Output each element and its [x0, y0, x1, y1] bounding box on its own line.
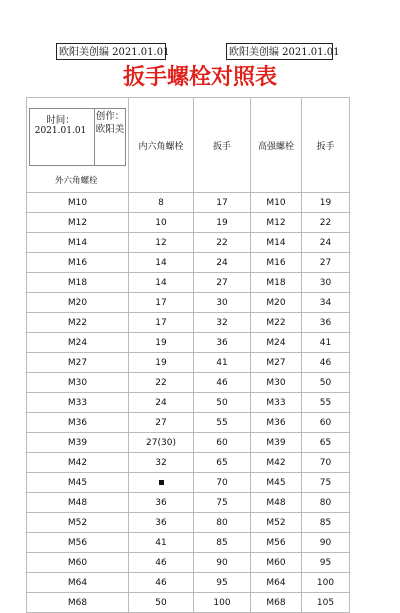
- cell-hex-inner-wrench: 27: [129, 413, 194, 433]
- cell-high-strength-size: M48: [251, 493, 302, 513]
- wrench-bolt-table: [26, 97, 350, 613]
- cell-high-strength-size: M60: [251, 553, 302, 573]
- table-row: [27, 493, 350, 513]
- cell-hex-inner-wrench: 50: [129, 593, 194, 613]
- cell-hex-outer-size: M60: [27, 553, 129, 573]
- cell-hex-inner-wrench: 27(30): [129, 433, 194, 453]
- cell-high-strength-size: M24: [251, 333, 302, 353]
- table-row: [27, 213, 350, 233]
- cell-high-strength-wrench: 34: [302, 293, 350, 313]
- cell-hex-outer-size: M10: [27, 193, 129, 213]
- table-row: [27, 313, 350, 333]
- cell-high-strength-size: M64: [251, 573, 302, 593]
- cell-hex-outer-wrench: 24: [194, 253, 251, 273]
- table-row: [27, 373, 350, 393]
- cell-high-strength-wrench: 50: [302, 373, 350, 393]
- cell-hex-outer-size: M12: [27, 213, 129, 233]
- cell-hex-outer-size: M56: [27, 533, 129, 553]
- cell-high-strength-size: M39: [251, 433, 302, 453]
- cell-high-strength-wrench: 80: [302, 493, 350, 513]
- cell-hex-outer-size: M14: [27, 233, 129, 253]
- table-row: [27, 253, 350, 273]
- cell-hex-outer-wrench: 90: [194, 553, 251, 573]
- header-cell-hex-outer: [27, 98, 129, 193]
- column-header-hex-outer: 外六角螺栓: [55, 176, 98, 186]
- cell-hex-inner-wrench: 8: [129, 193, 194, 213]
- cell-high-strength-size: M12: [251, 213, 302, 233]
- cell-high-strength-size: M36: [251, 413, 302, 433]
- cell-hex-inner-wrench: 32: [129, 453, 194, 473]
- cell-hex-inner-wrench: 14: [129, 253, 194, 273]
- cell-hex-inner-wrench: 46: [129, 573, 194, 593]
- cell-high-strength-wrench: 24: [302, 233, 350, 253]
- author-label: 创作：欧阳美: [95, 111, 125, 135]
- cell-hex-outer-size: M36: [27, 413, 129, 433]
- cell-hex-inner-wrench: 36: [129, 513, 194, 533]
- cell-hex-outer-wrench: 41: [194, 353, 251, 373]
- cell-high-strength-wrench: 41: [302, 333, 350, 353]
- column-header-high-strength: 高强螺栓: [251, 98, 302, 193]
- cell-hex-outer-wrench: 70: [194, 473, 251, 493]
- table-row: [27, 193, 350, 213]
- square-mark-icon: [159, 480, 164, 485]
- cell-high-strength-wrench: 27: [302, 253, 350, 273]
- cell-hex-outer-size: M52: [27, 513, 129, 533]
- table-row: [27, 573, 350, 593]
- cell-hex-outer-wrench: 100: [194, 593, 251, 613]
- table-row: [27, 233, 350, 253]
- cell-high-strength-wrench: 22: [302, 213, 350, 233]
- table-row: [27, 473, 350, 493]
- cell-hex-outer-size: M20: [27, 293, 129, 313]
- cell-high-strength-size: M20: [251, 293, 302, 313]
- page-title: 扳手螺栓对照表: [122, 64, 277, 90]
- table-row: [27, 273, 350, 293]
- cell-hex-outer-wrench: 36: [194, 333, 251, 353]
- cell-high-strength-size: M45: [251, 473, 302, 493]
- cell-hex-outer-size: M33: [27, 393, 129, 413]
- cell-hex-inner-wrench: 36: [129, 493, 194, 513]
- author-stamp-right: 欧阳美创编 2021.01.01: [226, 43, 333, 60]
- table-row: [27, 333, 350, 353]
- cell-hex-outer-size: M22: [27, 313, 129, 333]
- cell-high-strength-wrench: 30: [302, 273, 350, 293]
- cell-high-strength-size: M10: [251, 193, 302, 213]
- cell-hex-outer-wrench: 30: [194, 293, 251, 313]
- column-header-hex-inner: 内六角螺栓: [129, 98, 194, 193]
- cell-hex-outer-wrench: 65: [194, 453, 251, 473]
- cell-high-strength-wrench: 60: [302, 413, 350, 433]
- table-header-row: [27, 98, 350, 193]
- cell-high-strength-size: M14: [251, 233, 302, 253]
- column-header-wrench-2: 扳手: [302, 98, 350, 193]
- cell-hex-outer-wrench: 80: [194, 513, 251, 533]
- table-row: [27, 413, 350, 433]
- cell-hex-inner-wrench: 12: [129, 233, 194, 253]
- cell-hex-outer-size: M48: [27, 493, 129, 513]
- table-row: [27, 593, 350, 613]
- cell-high-strength-size: M52: [251, 513, 302, 533]
- cell-high-strength-wrench: 90: [302, 533, 350, 553]
- cell-hex-outer-wrench: 95: [194, 573, 251, 593]
- cell-hex-outer-size: M30: [27, 373, 129, 393]
- cell-hex-outer-wrench: 75: [194, 493, 251, 513]
- author-stamp-left: 欧阳美创编 2021.01.01: [56, 43, 166, 60]
- cell-hex-outer-wrench: 46: [194, 373, 251, 393]
- cell-hex-inner-wrench: 10: [129, 213, 194, 233]
- cell-hex-outer-size: M27: [27, 353, 129, 373]
- cell-hex-outer-wrench: 50: [194, 393, 251, 413]
- column-header-wrench-1: 扳手: [194, 98, 251, 193]
- cell-hex-inner-wrench: [129, 473, 194, 493]
- cell-high-strength-wrench: 55: [302, 393, 350, 413]
- cell-hex-outer-size: M45: [27, 473, 129, 493]
- table-row: [27, 513, 350, 533]
- cell-hex-inner-wrench: 17: [129, 313, 194, 333]
- cell-high-strength-wrench: 70: [302, 453, 350, 473]
- cell-hex-outer-wrench: 27: [194, 273, 251, 293]
- cell-high-strength-size: M56: [251, 533, 302, 553]
- cell-high-strength-wrench: 19: [302, 193, 350, 213]
- table-row: [27, 453, 350, 473]
- table-row: [27, 353, 350, 373]
- table-row: [27, 393, 350, 413]
- cell-hex-outer-size: M42: [27, 453, 129, 473]
- cell-hex-outer-wrench: 32: [194, 313, 251, 333]
- cell-high-strength-size: M68: [251, 593, 302, 613]
- table-row: [27, 293, 350, 313]
- cell-hex-inner-wrench: 46: [129, 553, 194, 573]
- cell-hex-outer-wrench: 19: [194, 213, 251, 233]
- cell-high-strength-wrench: 85: [302, 513, 350, 533]
- cell-hex-inner-wrench: 14: [129, 273, 194, 293]
- cell-high-strength-size: M16: [251, 253, 302, 273]
- cell-hex-outer-size: M18: [27, 273, 129, 293]
- cell-hex-outer-wrench: 55: [194, 413, 251, 433]
- cell-hex-outer-size: M16: [27, 253, 129, 273]
- cell-hex-outer-wrench: 60: [194, 433, 251, 453]
- cell-high-strength-wrench: 95: [302, 553, 350, 573]
- cell-high-strength-size: M33: [251, 393, 302, 413]
- cell-high-strength-wrench: 100: [302, 573, 350, 593]
- cell-hex-outer-size: M68: [27, 593, 129, 613]
- cell-high-strength-size: M18: [251, 273, 302, 293]
- cell-hex-outer-wrench: 22: [194, 233, 251, 253]
- cell-high-strength-wrench: 65: [302, 433, 350, 453]
- cell-hex-outer-size: M24: [27, 333, 129, 353]
- table-row: [27, 553, 350, 573]
- time-value: 2021.01.01: [34, 126, 87, 136]
- cell-high-strength-size: M42: [251, 453, 302, 473]
- cell-hex-inner-wrench: 17: [129, 293, 194, 313]
- cell-hex-inner-wrench: 19: [129, 333, 194, 353]
- cell-hex-inner-wrench: 19: [129, 353, 194, 373]
- cell-high-strength-size: M22: [251, 313, 302, 333]
- cell-hex-inner-wrench: 22: [129, 373, 194, 393]
- cell-hex-inner-wrench: 41: [129, 533, 194, 553]
- cell-high-strength-wrench: 105: [302, 593, 350, 613]
- cell-hex-outer-wrench: 17: [194, 193, 251, 213]
- table-row: [27, 533, 350, 553]
- cell-high-strength-wrench: 75: [302, 473, 350, 493]
- cell-high-strength-wrench: 36: [302, 313, 350, 333]
- cell-high-strength-size: M30: [251, 373, 302, 393]
- cell-hex-inner-wrench: 24: [129, 393, 194, 413]
- time-label: 时间：: [46, 115, 75, 126]
- cell-hex-outer-wrench: 85: [194, 533, 251, 553]
- cell-high-strength-size: M27: [251, 353, 302, 373]
- table-row: [27, 433, 350, 453]
- cell-hex-outer-size: M39: [27, 433, 129, 453]
- cell-hex-outer-size: M64: [27, 573, 129, 593]
- cell-high-strength-wrench: 46: [302, 353, 350, 373]
